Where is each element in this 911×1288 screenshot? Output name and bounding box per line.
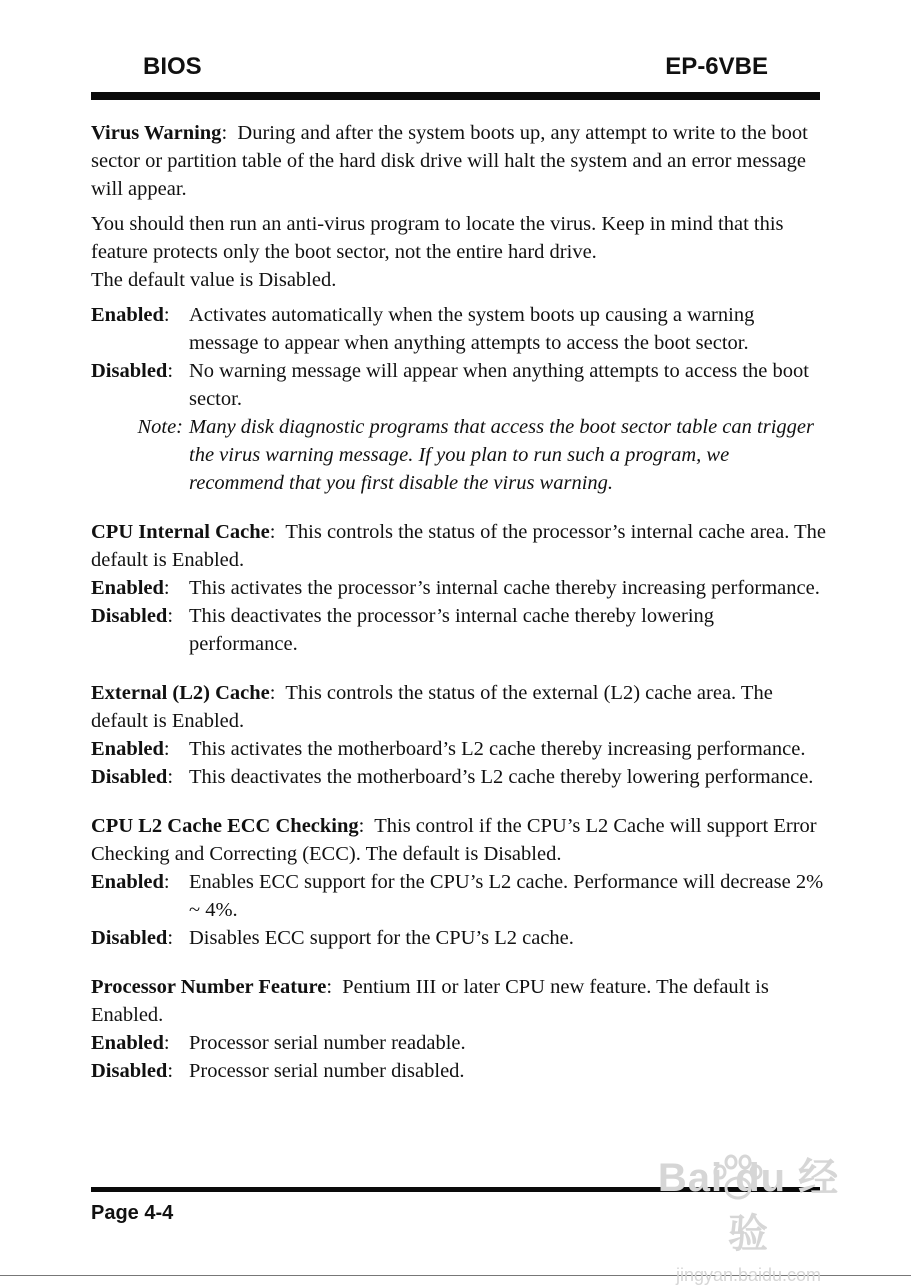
paw-icon (703, 1152, 773, 1202)
option-row (91, 868, 826, 924)
option-term: Enabled: (91, 738, 170, 760)
watermark-url: jingyan.baidu.com (675, 1265, 822, 1285)
section-intro: CPU Internal Cache: This controls the status of the processor’s internal cache area. The default is Enabled. (91, 521, 826, 571)
option-term: Enabled: (91, 304, 170, 326)
option-description: No warning message will appear when anything attempts to access the boot sector. (189, 360, 809, 410)
option-row (91, 357, 826, 413)
section-virus-warning (91, 119, 826, 497)
section-title: Processor Number Feature (91, 976, 327, 998)
option-description: Enables ECC support for the CPU’s L2 cache. Performance will decrease 2% ~ 4%. (189, 871, 824, 921)
section-intro: CPU L2 Cache ECC Checking: This control if the CPU’s L2 Cache will support Error Checking and Correcting (ECC). The default is Disabled. (91, 815, 817, 865)
option-term: Disabled: (91, 766, 174, 788)
option-row (91, 602, 826, 658)
section-processor-number-feature (91, 973, 826, 1085)
watermark-brand: Bai du 经验 (657, 1156, 840, 1256)
option-description: This deactivates the motherboard’s L2 cache thereby lowering performance. (189, 766, 814, 788)
section-default-text: The default value is Disabled. (91, 269, 337, 291)
note-text: Many disk diagnostic programs that access the boot sector table can trigger the virus warning message. If you plan to run such a program, we recommend that you first disable the virus warning. (189, 416, 814, 494)
option-description: Processor serial number readable. (189, 1032, 466, 1054)
option-term: Enabled: (91, 1032, 170, 1054)
option-term: Disabled: (91, 605, 174, 627)
option-row (91, 574, 826, 602)
header-left-title: BIOS (143, 53, 202, 80)
section-intro-text: Pentium III or later CPU new feature. The default is Enabled. (91, 976, 769, 1026)
option-description: Activates automatically when the system boots up causing a warning message to appear when anything attempts to access the boot sector. (189, 304, 755, 354)
option-row (91, 1029, 826, 1057)
option-description: This activates the processor’s internal cache thereby increasing performance. (189, 577, 820, 599)
option-term: Disabled: (91, 927, 174, 949)
baidu-watermark (641, 1150, 856, 1285)
section-intro: Processor Number Feature: Pentium III or later CPU new feature. The default is Enabled. (91, 976, 769, 1026)
section-title: CPU L2 Cache ECC Checking (91, 815, 359, 837)
section-cpu-internal-cache (91, 518, 826, 658)
option-description: This deactivates the processor’s internal cache thereby lowering performance. (189, 605, 715, 655)
option-description: Disables ECC support for the CPU’s L2 cache. (189, 927, 574, 949)
page-number: Page 4-4 (91, 1202, 174, 1224)
header-rule (91, 92, 820, 100)
section-intro-text: This controls the status of the external (L2) cache area. The default is Enabled. (91, 682, 773, 732)
section-intro: External (L2) Cache: This controls the status of the external (L2) cache area. The default is Enabled. (91, 682, 773, 732)
option-description: Processor serial number disabled. (189, 1060, 465, 1082)
note-label: Note: (137, 416, 183, 438)
section-external-l2-cache (91, 679, 826, 791)
option-row (91, 735, 826, 763)
section-extra-text: You should then run an anti-virus program to locate the virus. Keep in mind that this feature protects only the boot sector, not the entire hard drive. (91, 213, 784, 263)
option-row (91, 301, 826, 357)
option-term: Disabled: (91, 1060, 174, 1082)
option-term: Disabled: (91, 360, 174, 382)
document-body (91, 119, 826, 1085)
section-title: CPU Internal Cache (91, 521, 270, 543)
section-intro-text: This controls the status of the processor’s internal cache area. The default is Enabled. (91, 521, 826, 571)
section-intro: Virus Warning: During and after the system boots up, any attempt to write to the boot sector or partition table of the hard disk drive will halt the system and an error message will appear. (91, 122, 808, 200)
option-row (91, 924, 826, 952)
section-intro-text: This control if the CPU’s L2 Cache will support Error Checking and Correcting (ECC). The default is Disabled. (91, 815, 817, 865)
section-intro-text: During and after the system boots up, any attempt to write to the boot sector or partition table of the hard disk drive will halt the system and an error message will appear. (91, 122, 808, 200)
section-title: Virus Warning (91, 122, 222, 144)
option-description: This activates the motherboard’s L2 cache thereby increasing performance. (189, 738, 806, 760)
option-row (91, 1057, 826, 1085)
option-row (91, 763, 826, 791)
section-title: External (L2) Cache (91, 682, 270, 704)
header-right-title: EP-6VBE (665, 53, 768, 80)
note (91, 413, 826, 497)
option-term: Enabled: (91, 871, 170, 893)
section-cpu-l2-cache-ecc (91, 812, 826, 952)
option-term: Enabled: (91, 577, 170, 599)
page-header (143, 52, 768, 82)
